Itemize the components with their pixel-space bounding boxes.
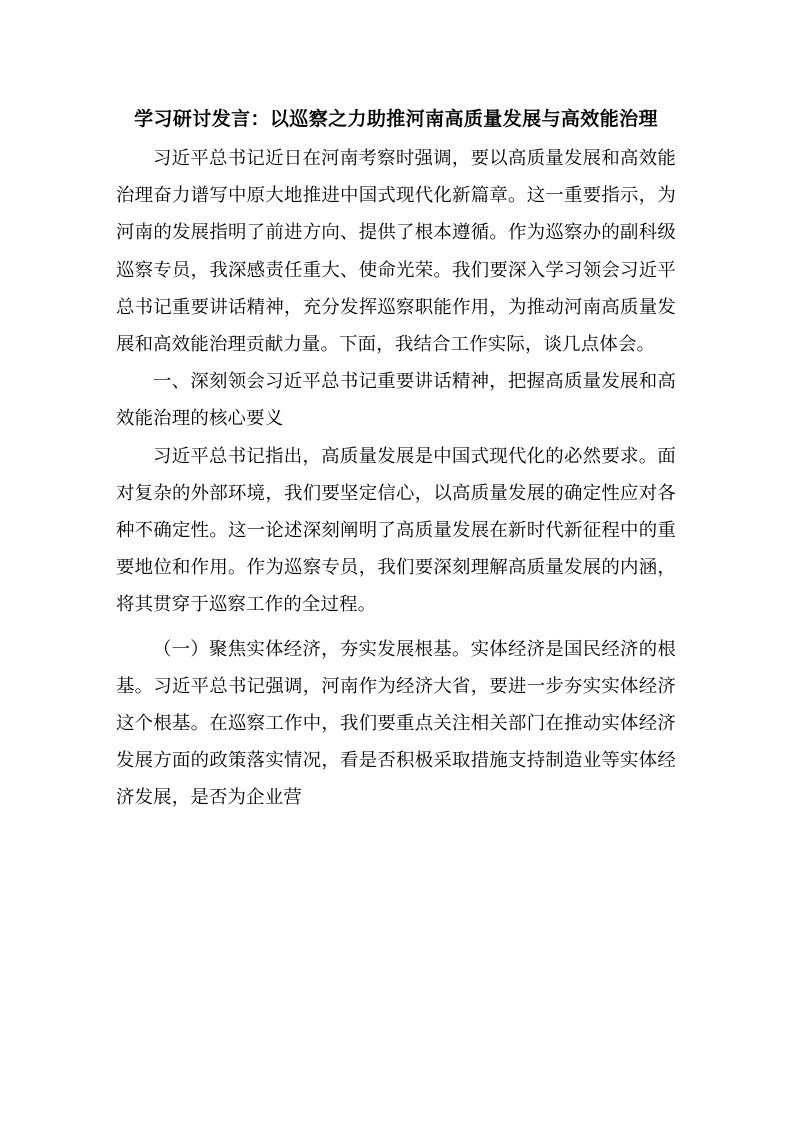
paragraph-section-heading: 一、深刻领会习近平总书记重要讲话精神，把握高质量发展和高效能治理的核心要义 (116, 371, 676, 430)
paragraph-intro: 习近平总书记近日在河南考察时强调，要以高质量发展和高效能治理奋力谱写中原大地推进中国式现代化新篇章。这一重要指示，为河南的发展指明了前进方向、提供了根本遵循。作为巡察办的副科级巡察专员，我深感责任重大、使命光荣。我们要深入学习领会习近平总书记重要讲话精神，充分发挥巡察职能作用，为推动河南高质量发展和高效能治理贡献力量。下面，我结合工作实际，谈几点体会。 (116, 148, 676, 356)
paragraph-body: 习近平总书记指出，高质量发展是中国式现代化的必然要求。面对复杂的外部环境，我们要坚定信心，以高质量发展的确定性应对各种不确定性。这一论述深刻阐明了高质量发展在新时代新征程中的重要地位和作用。作为巡察专员，我们要深刻理解高质量发展的内涵，将其贯穿于巡察工作的全过程。 (116, 445, 676, 616)
paragraph-subsection: （一）聚焦实体经济，夯实发展根基。实体经济是国民经济的根基。习近平总书记强调，河南作为经济大省，要进一步夯实实体经济这个根基。在巡察工作中，我们要重点关注相关部门在推动实体经济发展方面的政策落实情况，看是否积极采取措施支持制造业等实体经济发展，是否为企业营 (116, 638, 676, 809)
document-body (116, 98, 676, 817)
document-title: 学习研讨发言：以巡察之力助推河南高质量发展与高效能治理 (134, 108, 658, 130)
